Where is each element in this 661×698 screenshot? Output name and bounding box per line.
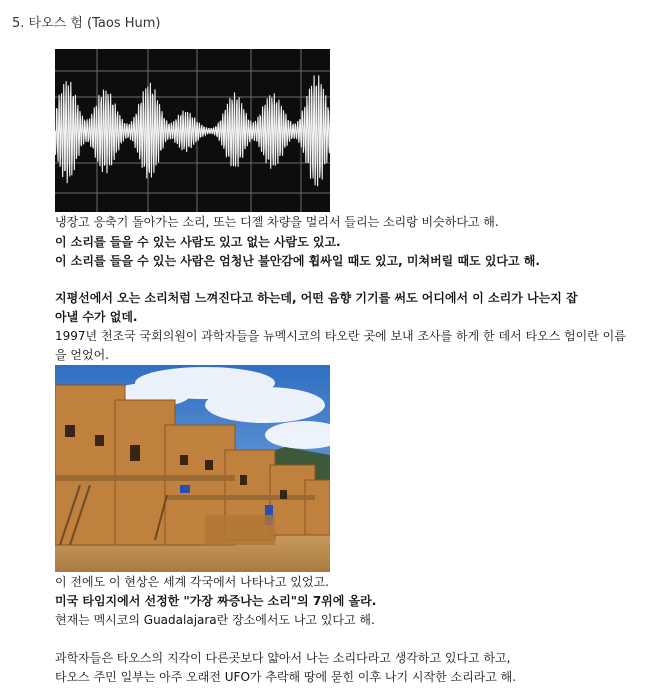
- text-line-bold: 이 소리를 들을 수 있는 사람도 있고 없는 사람도 있고.: [55, 235, 341, 249]
- text-line: 냉장고 응축기 돌아가는 소리, 또는 디젤 차량을 멀리서 들리는 소리랑 비슷하다고 해.: [55, 215, 499, 229]
- text-line-bold: 미국 타임지에서 선정한 "가장 짜증나는 소리"의 7위에 올라.: [55, 594, 377, 608]
- text-line: 현재는 멕시코의 Guadalajara란 장소에서도 나고 있다고 해.: [55, 613, 375, 627]
- taos-pueblo-adobe-photo: [55, 365, 330, 572]
- text-line: 타오스 주민 일부는 아주 오래전 UFO가 추락해 땅에 묻힌 이후 나기 시작한 소리라고 해.: [55, 670, 517, 684]
- oscillograph-waveform-photo: [55, 49, 330, 212]
- text-line-bold: 지평선에서 오는 소리처럼 느껴진다고 하는데, 어떤 음향 기기를 써도 어디에서 이 소리가 나는지 잡: [55, 291, 578, 305]
- text-line: 과학자들은 타오스의 지각이 다른곳보다 얇아서 나는 소리다라고 생각하고 있다고 하고,: [55, 651, 511, 665]
- text-line-bold: 이 소리를 들을 수 있는 사람은 엄청난 불안감에 휩싸일 때도 있고, 미쳐버릴 때도 있다고 해.: [55, 254, 540, 268]
- text-line: 1997년 천조국 국회의원이 과학자들을 뉴멕시코의 타오란 곳에 보내 조사를 하게 한 데서 타오스 험이란 이름: [55, 329, 626, 343]
- section-heading: 5. 타오스 험 (Taos Hum): [12, 16, 161, 31]
- text-line-bold: 아낼 수가 없데.: [55, 310, 138, 324]
- text-line: 이 전에도 이 현상은 세계 각국에서 나타나고 있었고.: [55, 575, 329, 589]
- text-line: 을 얻었어.: [55, 348, 109, 362]
